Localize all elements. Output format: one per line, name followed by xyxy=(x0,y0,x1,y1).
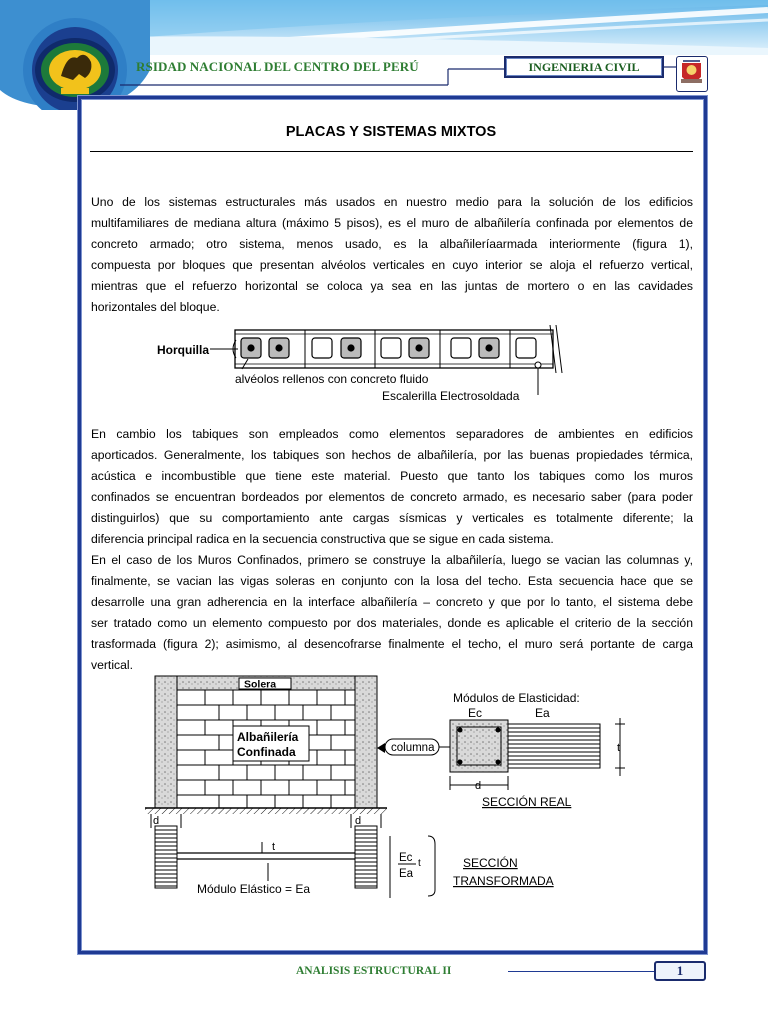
faculty-crest-icon xyxy=(677,57,706,90)
paragraph-line: multifamiliares de mediana altura (máximo 5 pisos), es el muro de albañilería confinada por elementos de xyxy=(91,216,693,230)
paragraph-line: distinguirlos) que su comportamiento ante cargas sísmicas y verticales es totalmente diferente; la xyxy=(91,511,693,525)
label-seccion-real: SECCIÓN REAL xyxy=(482,795,572,809)
paragraph-line: Uno de los sistemas estructurales más usados en nuestro medio para la solución de los edificios xyxy=(91,195,693,209)
figure-2-confined-masonry xyxy=(145,668,635,900)
label-albanileria: Albañilería xyxy=(237,730,299,744)
paragraph-line: finalmente, se vacian las vigas soleras en conjunto con la losa del techo. Esta secuencia hace que se xyxy=(91,574,693,588)
label-t-real: t xyxy=(617,742,621,754)
label-alveolos: alvéolos rellenos con concreto fluido xyxy=(235,372,429,386)
label-columna: columna xyxy=(391,742,435,754)
university-name: RSIDAD NACIONAL DEL CENTRO DEL PERÚ xyxy=(136,59,419,74)
title-divider xyxy=(90,151,693,152)
paragraph-line: En cambio los tabiques son empleados como elementos separadores de ambientes en edificios xyxy=(91,427,693,441)
label-d-right: d xyxy=(355,815,362,827)
label-d-left: d xyxy=(153,815,160,827)
paragraph-line: diferencia principal radica en la secuencia constructiva que se sigue en cada sistema. xyxy=(91,532,554,546)
label-modulo-elastico: Módulo Elástico = Ea xyxy=(197,882,311,896)
paragraph-line: mientras que el refuerzo horizontal se coloca ya sea en las juntas de mortero o en las cavidades xyxy=(91,279,693,293)
label-ea-top: Ea xyxy=(535,706,550,720)
paragraph-line: desarrolle una gran adherencia en la interface albañilería – concreto y que por lo tanto, el sistema debe xyxy=(91,595,693,609)
label-confinada: Confinada xyxy=(237,745,296,759)
paragraph-line: aporticados. Generalmente, los tabiques son hechos de albañilería, por las buenas propiedades térmica, xyxy=(91,448,693,462)
label-d-real: d xyxy=(475,780,482,792)
paragraph-line: vertical. xyxy=(91,658,133,672)
label-t-frac: t xyxy=(418,858,421,869)
faculty-label: INGENIERIA CIVIL xyxy=(504,56,664,78)
paragraph-line: horizontales del bloque. xyxy=(91,300,220,314)
paragraph-line: En el caso de los Muros Confinados, primero se construye la albañilería, luego se vacian las columnas y, xyxy=(91,553,693,567)
paragraph-line: confinados se encuentran bordeados por elementos de concreto armado, es necesario saber (para poder xyxy=(91,490,693,504)
paragraph-line: compuesta por bloques que presentan alvéolos verticales en cuyo interior se aloja el refuerzo vertical, xyxy=(91,258,693,272)
paragraph-line: ser tratado como un elemento compuesto por dos materiales, donde es aplicable el criterio de la sección xyxy=(91,616,693,630)
label-solera: Solera xyxy=(244,678,277,691)
label-modulos: Módulos de Elasticidad: xyxy=(453,691,580,705)
figure-1-block-masonry xyxy=(150,325,580,405)
footer-divider xyxy=(508,971,654,972)
paragraph-line: acústica e incombustible que tiene este material. Puesto que tanto los tabiques como los muros xyxy=(91,469,693,483)
paragraph-3 xyxy=(91,550,693,676)
label-ea-frac: Ea xyxy=(399,868,414,880)
label-horquilla: Horquilla xyxy=(157,343,210,357)
paragraph-line: trasformada (figura 2); asimismo, al desencofrarse finalmente el techo, el muro será portante de carga xyxy=(91,637,693,651)
paragraph-1 xyxy=(91,192,693,318)
page-title: PLACAS Y SISTEMAS MIXTOS xyxy=(285,124,497,140)
label-ec-frac: Ec xyxy=(399,852,413,864)
faculty-crest xyxy=(676,56,708,92)
label-t-trans: t xyxy=(272,841,276,853)
label-ec-top: Ec xyxy=(468,706,483,720)
label-escalerilla: Escalerilla Electrosoldada xyxy=(382,389,520,403)
paragraph-2 xyxy=(91,424,693,550)
page-number: 1 xyxy=(654,961,706,981)
university-logo-icon xyxy=(33,36,117,104)
label-seccion-trans-1: SECCIÓN xyxy=(463,856,518,870)
paragraph-line: concreto armado; otro sistema, menos usado, es la albañileríaarmada interiormente (figura 1), xyxy=(91,237,693,251)
label-seccion-trans-2: TRANSFORMADA xyxy=(453,874,554,888)
course-name: ANALISIS ESTRUCTURAL II xyxy=(296,965,452,977)
